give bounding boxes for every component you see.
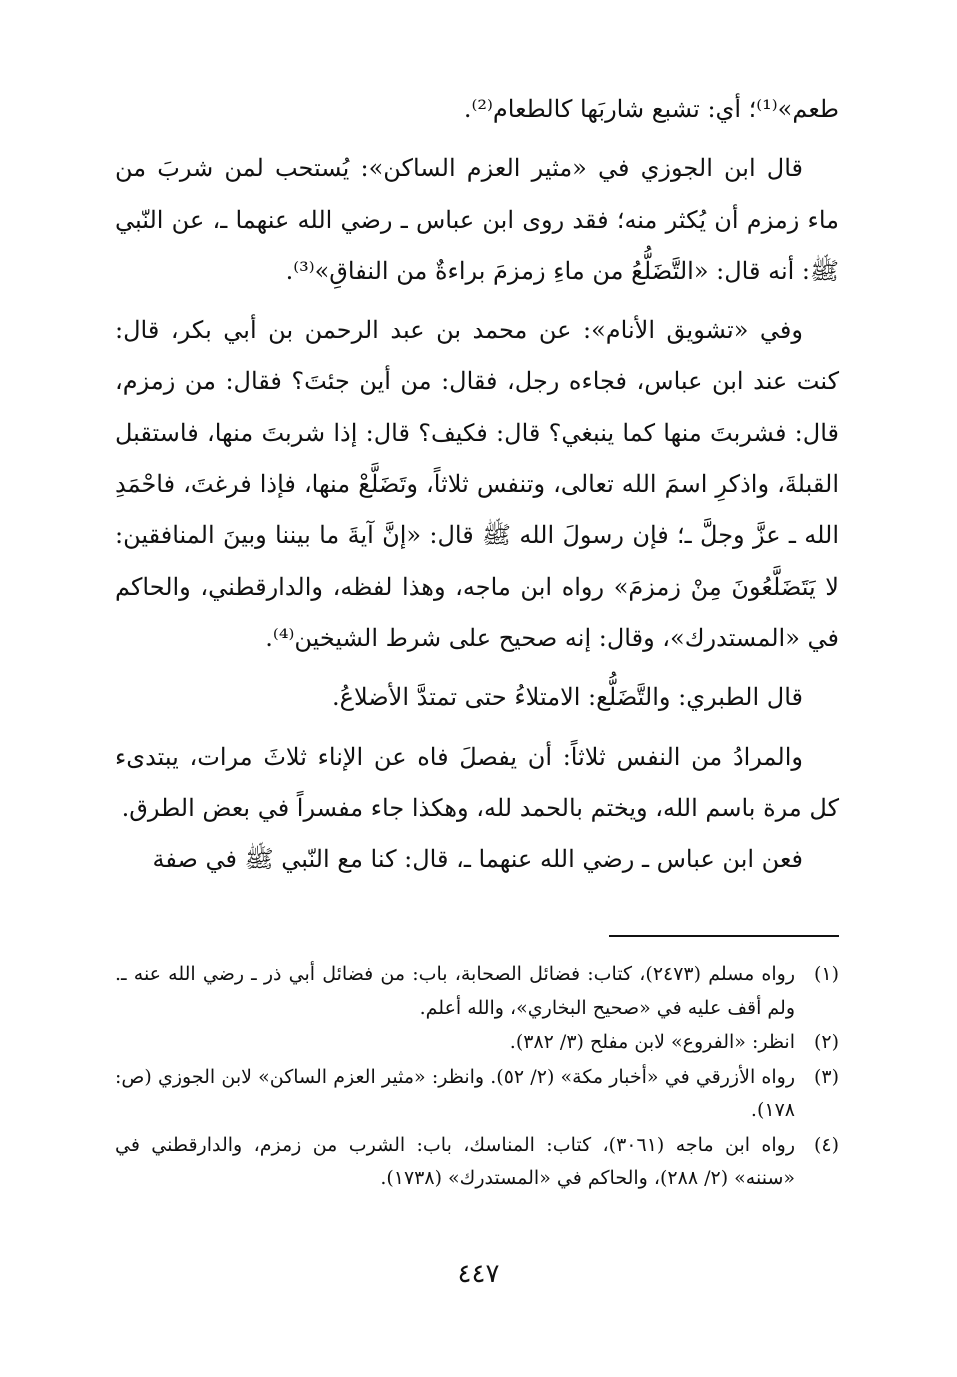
footnote-number: (٣): [813, 1065, 839, 1088]
paragraph-1: طعم»⁽¹⁾؛ أي: تشبع شاربَها كالطعام⁽²⁾.: [463, 95, 839, 123]
paragraph-5: والمرادُ من النفس ثلاثاً: أن يفصلَ فاه عن الإناء ثلاثَ مرات، يبتدىء كل مرة باسم الله، ويختم بالحمد لله، وهكذا جاء مفسراً في بعض الطرق.: [115, 742, 839, 822]
page-number: ٤٤٧: [457, 1259, 500, 1289]
footnotes: [115, 958, 839, 1197]
footnote-item: [115, 1026, 839, 1060]
footnote-number: (١): [813, 963, 839, 985]
footnote-item: [115, 1129, 839, 1196]
footnote-text: انظر: «الفروع» لابن مفلح (٣/ ٣٨٢).: [509, 1031, 795, 1053]
footnote-item: [115, 958, 839, 1025]
footnote-separator: [609, 935, 839, 937]
main-text: [115, 84, 839, 885]
paragraph-6: فعن ابن عباس ـ رضي الله عنهما ـ، قال: كنا مع النّبي ﷺ في صفة: [152, 845, 803, 874]
paragraph-4: قال الطبري: والتَّضَلُّع: الامتلاءُ حتى تمتدَّ الأضلاعُ.: [332, 683, 803, 712]
paragraph-2: قال ابن الجوزي في «مثير العزم الساكن»: يُستحب لمن شربَ من ماء زمزم أن يُكثر منه؛ فقد روى ابن عباس ـ رضي الله عنهما ـ، عن النّبي ﷺ: أنه قال: «التَّضَلُّعُ من ماءِ زمزمَ براءةٌ من النفاقِ»⁽³⁾.: [115, 154, 839, 285]
footnote-text: رواه الأزرقي في «أخبار مكة» (٢/ ٥٢). وانظر: «مثير العزم الساكن» لابن الجوزي (ص: ١٧٨).: [115, 1065, 795, 1121]
paragraph-3: وفي «تشويق الأنام»: عن محمد بن عبد الرحمن بن أبي بكر، قال: كنت عند ابن عباس، فجاءه رجل، فقال: من أين جئتَ؟ فقال: من زمزم، قال: فشربتَ منها كما ينبغي؟ قال: فكيف؟ قال: إذا شربتَ منها، فاستقبل القبلةَ، واذكرِ اسمَ الله تعالى، وتنفس ثلاثاً، وتَضَلَّعْ منها، فإذا فرغتَ، فاحْمَدِ الله ـ عزَّ وجلَّ ـ؛ فإن رسولَ الله ﷺ قال: «إنَّ آيةَ ما بيننا وبينَ المنافقين: لا يَتَضَلَّعُونَ مِنْ زمزمَ» رواه ابن ماجه، وهذا لفظه، والدارقطني، والحاكم في «المستدرك»، وقال: إنه صحيح على شرط الشيخين⁽⁴⁾.: [115, 316, 839, 652]
footnote-item: [115, 1061, 839, 1128]
footnote-text: رواه مسلم (٢٤٧٣)، كتاب: فضائل الصحابة، باب: من فضائل أبي ذر ـ رضي الله عنه ـ. ولم أقف عليه في «صحيح البخاري»، والله أعلم.: [115, 963, 796, 1019]
footnote-number: (٢): [813, 1031, 839, 1053]
footnote-number: (٤): [813, 1133, 839, 1156]
footnote-text: رواه ابن ماجه (٣٠٦١)، كتاب: المناسك، باب: الشرب من زمزم، والدارقطني في «سننه» (٢/ ٢٨٨)، والحاكم في «المستدرك» (١٧٣٨).: [115, 1133, 796, 1189]
